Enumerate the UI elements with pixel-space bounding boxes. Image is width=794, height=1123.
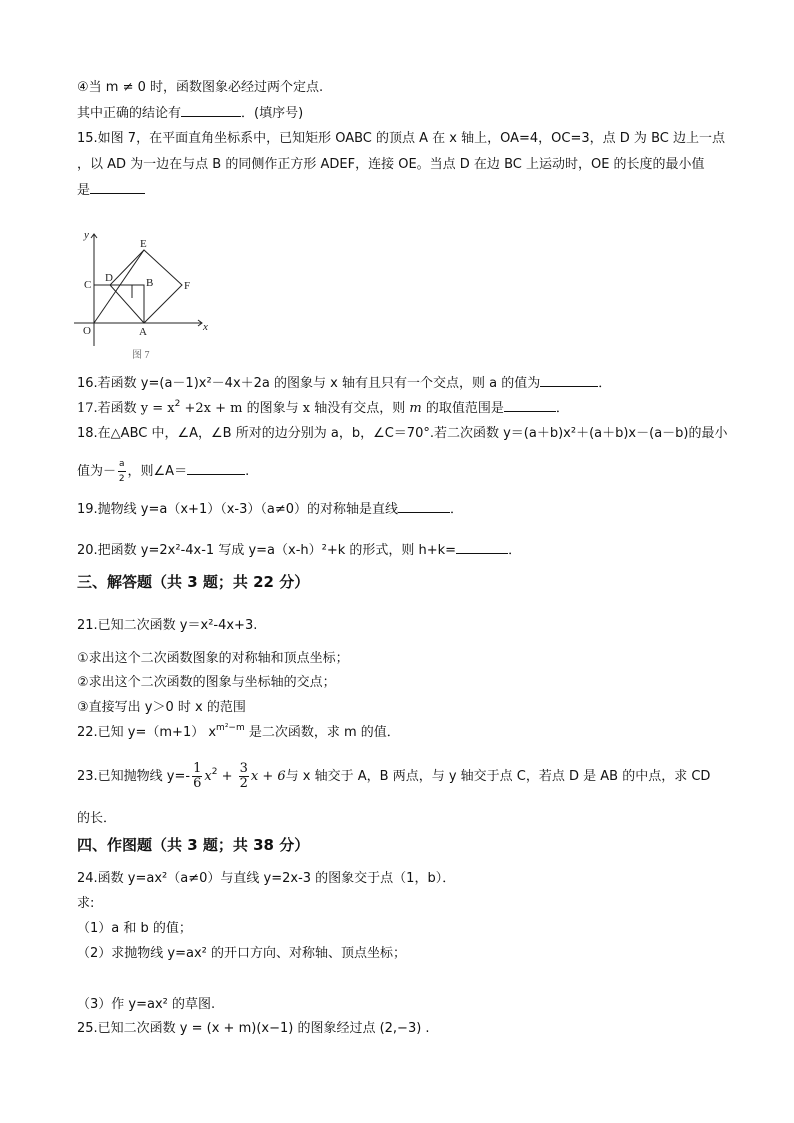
q24-stem: 24.函数 y=ax²（a≠0）与直线 y=2x-3 的图象交于点（1，b）． [77, 871, 456, 886]
fraction-3-over-2: $\frac{3}{2}$ [239, 761, 248, 791]
q14-item4: ④当 m ≠ 0 时，函数图象必经过两个定点. [77, 80, 324, 95]
q25: 25.已知二次函数 y = (x + m)(x−1) 的图象经过点 (2,−3) . [77, 1021, 430, 1036]
answer-blank [187, 462, 245, 475]
label-d: D [105, 272, 113, 284]
q24-part2: （2）求抛物线 y=ax² 的开口方向、对称轴、顶点坐标； [77, 946, 406, 961]
q17: 17.若函数 $y = x^2 +2x + m$ 的图象与 x 轴没有交点，则 m 的取值范围是 ． [77, 399, 569, 416]
answer-blank [540, 374, 598, 387]
q20: 20.把函数 y=2x²-4x-1 写成 y=a（x-h）²+k 的形式，则 h+k= ． [77, 543, 522, 558]
answer-blank [90, 181, 145, 194]
answer-blank [456, 541, 508, 554]
q16: 16.若函数 y=(a－1)x²－4x＋2a 的图象与 x 轴有且只有一个交点，则 a 的值为 ． [77, 376, 612, 391]
q18-line1: 18.在△ABC 中，∠A，∠B 所对的边分别为 a，b，∠C＝70°.若二次函数 y＝(a＋b)x²＋(a＋b)x－(a－b)的最小 [77, 426, 728, 441]
figure-7 [72, 228, 222, 368]
q15-line1: 15.如图 7，在平面直角坐标系中，已知矩形 OABC 的顶点 A 在 x 轴上，OA=4，OC=3，点 D 为 BC 边上一点 [77, 131, 725, 146]
q19: 19.抛物线 y=a（x+1）（x-3）（a≠0）的对称轴是直线 ． [77, 502, 464, 517]
q22: 22.已知 y=（m+1） $x^{m^2-m}$ 是二次函数，求 m 的值． [77, 723, 400, 740]
q24-part1: （1）a 和 b 的值； [77, 921, 192, 936]
label-x: x [203, 321, 208, 333]
section-4-title: 四、作图题（共 3 题；共 38 分） [77, 836, 310, 854]
label-e: E [140, 238, 147, 250]
fraction-a-over-2: $\frac{a}{2}$ [118, 459, 125, 484]
figure-caption: 图 7 [132, 350, 150, 361]
section-3-title: 三、解答题（共 3 题；共 22 分） [77, 573, 310, 591]
label-c: C [84, 279, 92, 291]
q18-line2: 值为－ $\frac{a}{2}$ ，则∠A＝ . [77, 459, 250, 484]
answer-blank [398, 500, 450, 513]
q24-part3: （3）作 y=ax² 的草图. [77, 997, 216, 1012]
segment-oe [94, 250, 144, 323]
answer-blank [181, 104, 241, 117]
label-a: A [139, 326, 147, 338]
q23-line1: 23.已知抛物线 y=- $\frac{1}{6}$ $x^2$ + $\frac{3}{2}$ x + 6与 x 轴交于 A，B 两点，与 y 轴交于点 C，若点 D 是 AB 的中点，求 CD [77, 761, 711, 791]
label-f: F [184, 280, 191, 292]
q21-part3: ③直接写出 y＞0 时 x 的范围 [77, 700, 246, 715]
label-y: y [84, 229, 89, 241]
q21-part2: ②求出这个二次函数的图象与坐标轴的交点； [77, 675, 336, 690]
q24-ask: 求: [77, 896, 95, 911]
fraction-1-over-6: $\frac{1}{6}$ [193, 761, 202, 791]
q15-line3: 是 [77, 181, 145, 200]
label-o: O [83, 325, 91, 337]
q21-part1: ①求出这个二次函数图象的对称轴和顶点坐标； [77, 651, 349, 666]
q21-stem: 21.已知二次函数 y＝x²-4x+3. [77, 618, 258, 633]
q23-line2: 的长． [77, 811, 117, 826]
rectangle-oabc [94, 285, 144, 323]
answer-blank [504, 399, 556, 412]
q14-conclusion: 其中正确的结论有 ．(填序号) [77, 106, 304, 121]
label-b: B [146, 277, 154, 289]
q15-line2: ，以 AD 为一边在与点 B 的同侧作正方形 ADEF，连接 OE。当点 D 在边 BC 上运动时，OE 的长度的最小值 [77, 157, 705, 172]
